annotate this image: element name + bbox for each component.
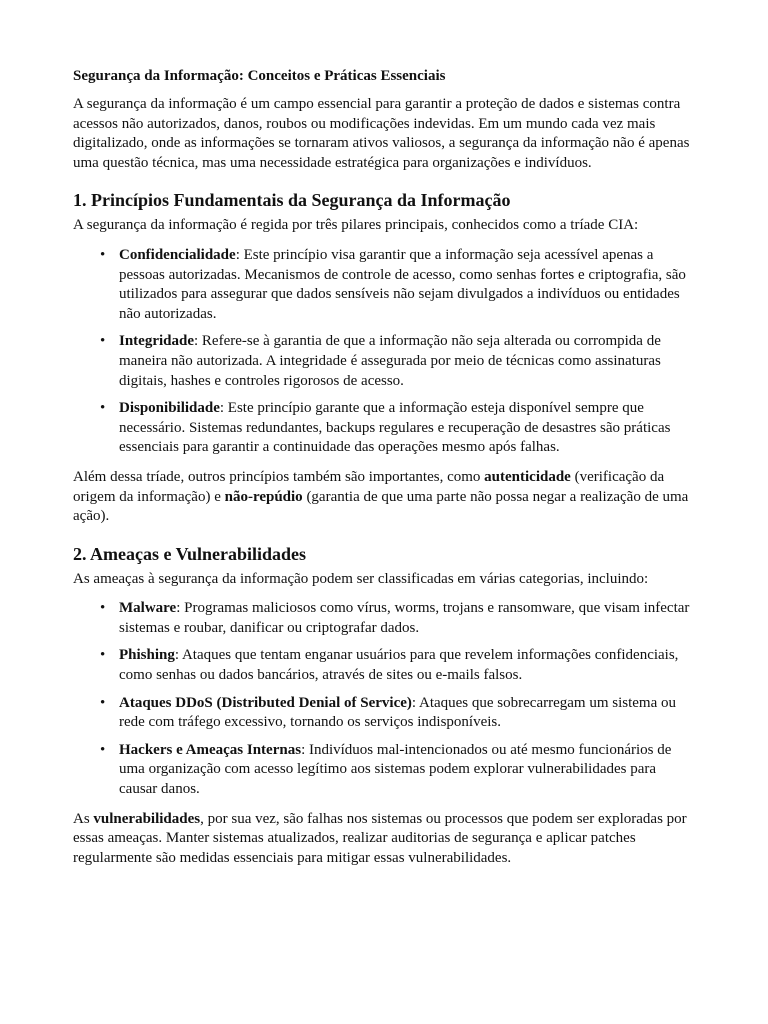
closing-text: Além dessa tríade, outros princípios também são importantes, como (73, 468, 485, 485)
term-ddos: Ataques DDoS (Distributed Denial of Service) (119, 694, 412, 711)
bullet-marker: • (100, 400, 106, 417)
closing-text: (garantia de que uma parte não possa negar a realização de uma ação). (73, 488, 689, 525)
section-2-closing (73, 810, 696, 869)
bullet-marker: • (100, 246, 106, 263)
item-text: : Programas maliciosos como vírus, worms, trojans e ransomware, que visam infectar sistemas e roubar, danificar ou criptografar dados. (119, 600, 690, 636)
cia-triad-list (73, 246, 696, 458)
list-item-hackers (73, 741, 696, 800)
list-item-disponibilidade (73, 399, 696, 458)
term-phishing: Phishing (119, 647, 175, 664)
item-text: : Este princípio garante que a informação esteja disponível sempre que necessário. Sistemas redundantes, backups regulares e recuperação de desastres são práticas essenciais para garantir a continuidade das operações mesmo após falhas. (119, 400, 671, 456)
bullet-marker: • (100, 741, 106, 758)
term-nao-repudio: não-repúdio (224, 488, 303, 505)
term-disponibilidade: Disponibilidade (119, 400, 220, 417)
item-text: : Ataques que tentam enganar usuários para que revelem informações confidenciais, como senhas ou dados bancários, através de sites ou e-mails falsos. (119, 647, 679, 684)
list-item-integridade (73, 332, 696, 391)
intro-paragraph: A segurança da informação é um campo essencial para garantir a proteção de dados e sistemas contra acessos não autorizados, danos, roubos ou modificações indevidas. Em um mundo cada vez mais digitalizado, onde as informações se tornaram ativos valiosos, a segurança da informação não é apenas uma questão técnica, mas uma necessidade estratégica para organizações e indivíduos. (73, 96, 690, 171)
term-autenticidade: autenticidade (484, 468, 571, 485)
bullet-marker: • (100, 694, 106, 711)
item-text: : Ataques que sobrecarregam um sistema ou rede com tráfego excessivo, tornando os serviços indisponíveis. (119, 694, 676, 731)
section-1-lead: A segurança da informação é regida por três pilares principais, conhecidos como a tríade CIA: (73, 217, 639, 234)
term-malware: Malware (119, 600, 177, 617)
section-1-closing (73, 468, 696, 527)
section-2-lead: As ameaças à segurança da informação podem ser classificadas em várias categorias, incluindo: (73, 570, 649, 587)
section-1-heading: 1. Princípios Fundamentais da Segurança da Informação (73, 190, 511, 211)
bullet-marker: • (100, 333, 106, 350)
list-item-malware (73, 599, 696, 638)
term-hackers: Hackers e Ameaças Internas (119, 741, 302, 758)
item-text: : Este princípio visa garantir que a informação seja acessível apenas a pessoas autorizadas. Mecanismos de controle de acesso, como senhas fortes e criptografia, são utilizados para assegurar que dados sensíveis não sejam divulgados a indivíduos ou entidades não autorizadas. (119, 246, 686, 322)
list-item-ddos (73, 694, 696, 733)
threats-list (73, 599, 696, 799)
item-text: : Indivíduos mal-intencionados ou até mesmo funcionários de uma organização com acesso legítimo aos sistemas podem explorar vulnerabilidades para causar danos. (119, 741, 672, 798)
closing-text: , por sua vez, são falhas nos sistemas ou processos que podem ser exploradas por essas ameaças. Manter sistemas atualizados, realizar auditorias de segurança e aplicar patches regularmente são medidas essenciais para mitigar essas vulnerabilidades. (73, 810, 687, 866)
term-integridade: Integridade (119, 333, 194, 350)
item-text: : Refere-se à garantia de que a informação não seja alterada ou corrompida de maneira não autorizada. A integridade é assegurada por meio de técnicas como assinaturas digitais, hashes e controles rigorosos de acesso. (119, 333, 661, 389)
term-vulnerabilidades: vulnerabilidades (93, 810, 201, 827)
closing-text: As (73, 810, 94, 827)
document-title: Segurança da Informação: Conceitos e Práticas Essenciais (73, 68, 446, 84)
list-item-confidencialidade (73, 246, 696, 324)
bullet-marker: • (100, 647, 106, 664)
list-item-phishing (73, 646, 696, 685)
bullet-marker: • (100, 600, 106, 617)
section-2-heading: 2. Ameaças e Vulnerabilidades (73, 543, 307, 564)
closing-text: (verificação da origem da informação) e (73, 468, 665, 505)
term-confidencialidade: Confidencialidade (119, 246, 236, 263)
